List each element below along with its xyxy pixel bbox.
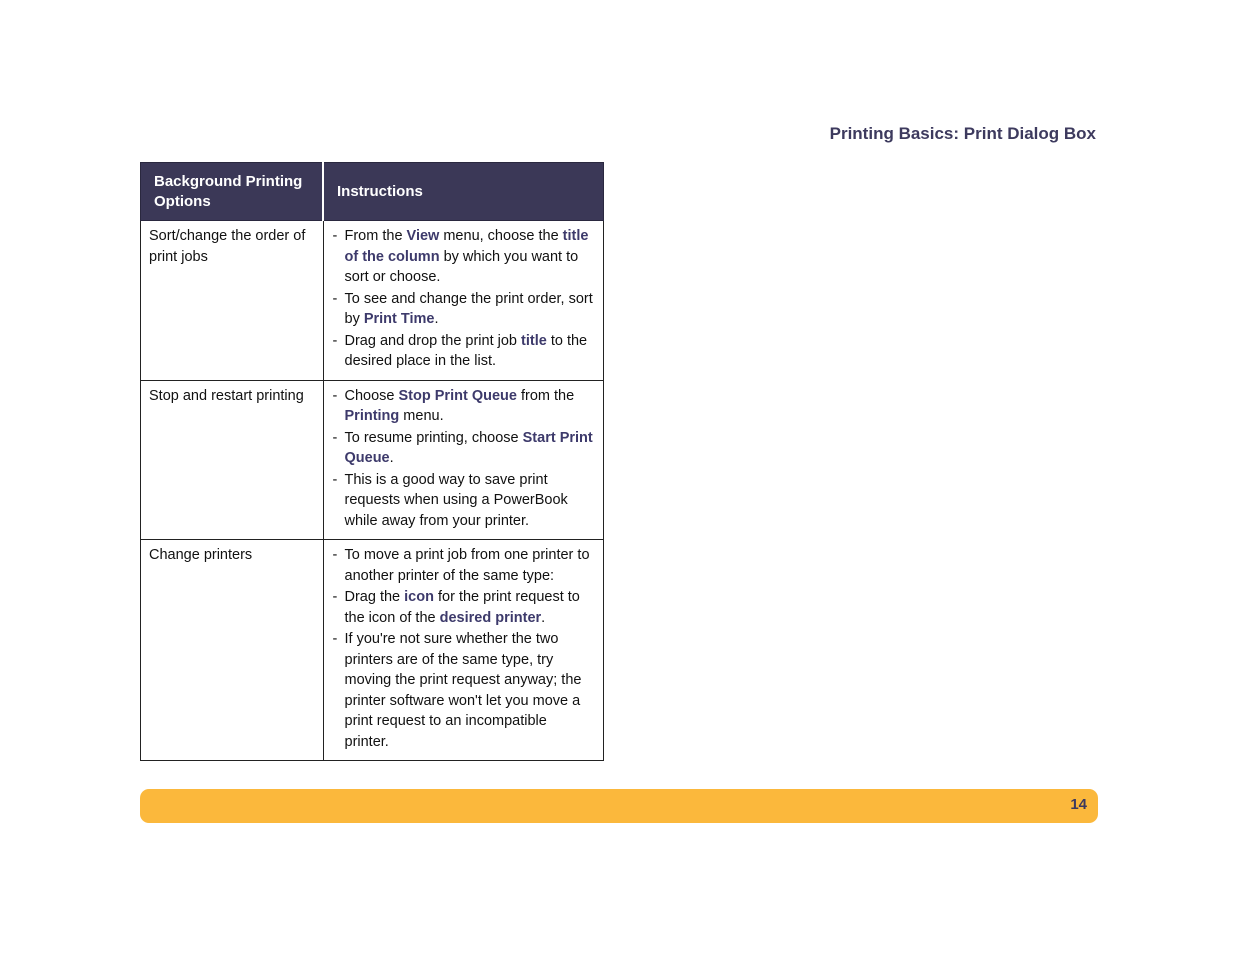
- instruction-list: [332, 226, 596, 372]
- background-printing-table: [140, 162, 604, 761]
- section-title: Printing Basics: Print Dialog Box: [829, 124, 1096, 143]
- column-header-instructions: Instructions: [323, 163, 604, 221]
- instruction-list: [332, 386, 596, 532]
- table-header-row: [141, 163, 604, 221]
- instruction-item: - To resume printing, choose Start Print Queue.: [332, 428, 596, 469]
- instruction-item: - Choose Stop Print Queue from the Printing menu.: [332, 386, 596, 427]
- option-cell: Sort/change the order of print jobs: [141, 221, 324, 381]
- instruction-item: - Drag and drop the print job title to the desired place in the list.: [332, 331, 596, 372]
- option-cell: Stop and restart printing: [141, 380, 324, 540]
- table-row: [141, 221, 604, 381]
- instruction-item: - To move a print job from one printer to another printer of the same type:: [332, 545, 596, 586]
- instruction-item: - From the View menu, choose the title of the column by which you want to sort or choose.: [332, 226, 596, 288]
- instruction-item: - This is a good way to save print requests when using a PowerBook while away from your printer.: [332, 470, 596, 532]
- footer-bar: [140, 789, 1098, 823]
- instructions-cell: [323, 540, 604, 761]
- instruction-list: [332, 545, 596, 752]
- instruction-item: - To see and change the print order, sort by Print Time.: [332, 289, 596, 330]
- instructions-cell: [323, 221, 604, 381]
- instructions-cell: [323, 380, 604, 540]
- page-number: 14: [1070, 796, 1087, 813]
- option-cell: Change printers: [141, 540, 324, 761]
- instruction-item: - If you're not sure whether the two printers are of the same type, try moving the print request anyway; the printer software won't let you move a print request to an incompatible printer.: [332, 629, 596, 752]
- table-row: [141, 540, 604, 761]
- table-row: [141, 380, 604, 540]
- instruction-item: - Drag the icon for the print request to the icon of the desired printer.: [332, 587, 596, 628]
- column-header-options: Background Printing Options: [141, 163, 324, 221]
